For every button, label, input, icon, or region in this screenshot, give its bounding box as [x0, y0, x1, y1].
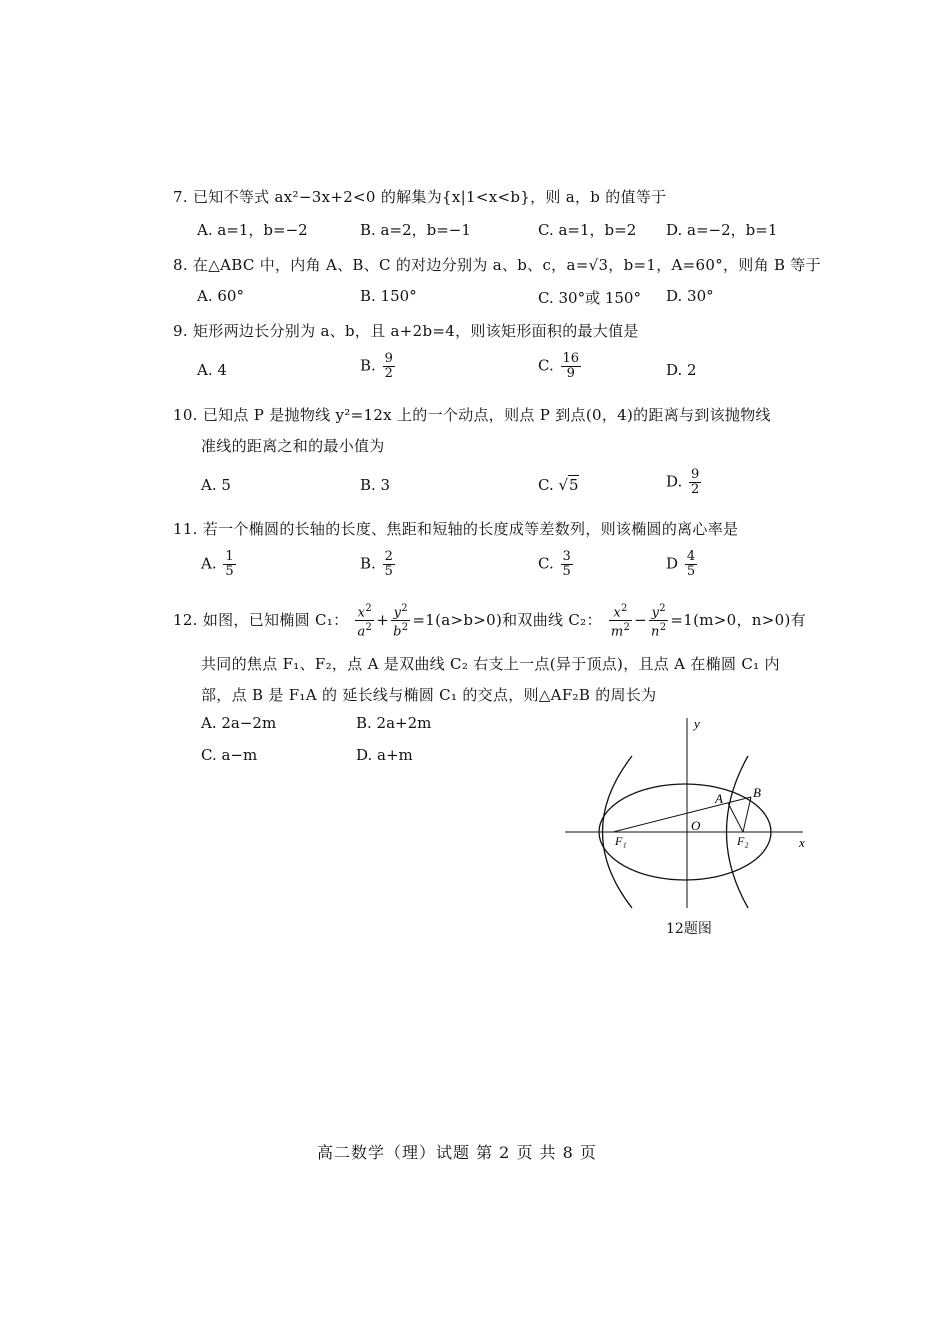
q12-option-b: B. 2a+2m [356, 714, 432, 732]
point-b-label: B [753, 785, 761, 800]
q11-option-b [360, 550, 397, 579]
q8-option-c: C. 30°或 150° [538, 289, 641, 307]
question-7: 7. 已知不等式 ax²−3x+2<0 的解集为{x|1<x<b}，则 a，b 的值等于 [173, 188, 667, 206]
q11-option-b-fraction: $\frac{2}{5}$ [384, 549, 393, 579]
q10-option-d [666, 468, 703, 497]
hyperbola-x-term: $\frac{x^2}{m^2}$ [610, 603, 631, 640]
q11-option-d-label: D [666, 554, 679, 573]
q9-option-d: D. 2 [666, 361, 697, 379]
question-8: 8. 在△ABC 中，内角 A、B、C 的对边分别为 a、b、c，a=√3，b=1，A=60°，则角 B 等于 [173, 256, 821, 274]
q7-option-b: B. a=2，b=−1 [360, 221, 471, 239]
q7-option-c: C. a=1，b=2 [538, 221, 637, 239]
ellipse-x-term: $\frac{x^2}{a^2}$ [357, 603, 373, 640]
x-axis-label: x [799, 835, 805, 850]
q11-option-c-label: C. [538, 554, 554, 573]
q12-line1-part1: 12. 如图，已知椭圆 C₁： [173, 610, 349, 629]
q12-figure [555, 712, 825, 912]
question-10-line1: 10. 已知点 P 是抛物线 y²=12x 上的一个动点，则点 P 到点(0，4)的距离与到该抛物线 [173, 406, 771, 424]
ellipse-y-term: $\frac{y^2}{b^2}$ [393, 603, 409, 640]
q8-option-a: A. 60° [197, 287, 244, 305]
line-a-f2 [728, 803, 743, 832]
q10-option-d-fraction: $\frac{9}{2}$ [691, 467, 700, 497]
q10-option-c: C. √5 [538, 476, 579, 494]
line-f1-b [613, 797, 751, 832]
q12-option-a: A. 2a−2m [201, 714, 277, 732]
q9-option-b [360, 352, 397, 381]
q12-option-d: D. a+m [356, 746, 413, 764]
question-10-line2: 准线的距离之和的最小值为 [201, 437, 385, 455]
q7-option-a: A. a=1，b=−2 [197, 221, 308, 239]
f1-label: F₁ [615, 834, 627, 848]
q9-option-b-fraction: $\frac{9}{2}$ [384, 351, 393, 381]
q10-option-d-label: D. [666, 472, 683, 491]
q12-option-c: C. a−m [201, 746, 258, 764]
y-axis-label: y [694, 716, 700, 731]
q9-option-a: A. 4 [197, 361, 227, 379]
q10-option-c-label: C. [538, 476, 554, 494]
figure-caption: 12题图 [666, 921, 712, 937]
q9-option-c [538, 352, 583, 381]
line-b-f2 [743, 797, 751, 832]
q8-option-b: B. 150° [360, 287, 417, 305]
q12-line1-part3: =1(m>0，n>0)有 [670, 610, 806, 629]
q11-option-a-fraction: $\frac{1}{5}$ [225, 549, 234, 579]
q10-option-c-radicand: 5 [569, 476, 579, 494]
origin-label: O [691, 818, 701, 833]
q10-option-a: A. 5 [201, 476, 231, 494]
q12-line1-part2: =1(a>b>0)和双曲线 C₂： [412, 610, 602, 629]
q11-option-d-fraction: $\frac{4}{5}$ [686, 549, 696, 579]
q11-option-c-fraction: $\frac{3}{5}$ [562, 549, 571, 579]
question-12-line3: 部，点 B 是 F₁A 的 延长线与椭圆 C₁ 的交点，则△AF₂B 的周长为 [201, 686, 657, 704]
question-11: 11. 若一个椭圆的长轴的长度、焦距和短轴的长度成等差数列，则该椭圆的离心率是 [173, 520, 739, 538]
q9-option-c-fraction: $\frac{16}{9}$ [562, 351, 580, 381]
q11-option-d [666, 550, 699, 579]
q10-option-b: B. 3 [360, 476, 391, 494]
q9-option-c-label: C. [538, 356, 554, 375]
q7-option-d: D. a=−2，b=1 [666, 221, 778, 239]
point-a-label: A [715, 791, 723, 806]
f2-label: F₂ [737, 834, 749, 848]
question-9: 9. 矩形两边长分别为 a、b，且 a+2b=4，则该矩形面积的最大值是 [173, 322, 639, 340]
q11-option-b-label: B. [360, 554, 376, 573]
q9-option-b-label: B. [360, 356, 376, 375]
page-footer: 高二数学（理）试题 第 2 页 共 8 页 [317, 1143, 597, 1162]
q11-option-a [201, 550, 238, 579]
question-12-line2: 共同的焦点 F₁、F₂，点 A 是双曲线 C₂ 右支上一点(异于顶点)，且点 A 在椭圆 C₁ 内 [201, 655, 780, 673]
q11-option-c [538, 550, 575, 579]
hyperbola-y-term: $\frac{y^2}{n^2}$ [651, 603, 667, 640]
question-12-line1: 12. 如图，已知椭圆 C₁： $\frac{x^2}{a^2}$ + $\frac{y^2}{b^2}$ =1(a>b>0)和双曲线 C₂： $\frac{x^2}{m^2}$ − $\frac{y^2}{n^2}$ =1(m>0，n>0)有 [173, 603, 806, 640]
q8-option-d: D. 30° [666, 287, 714, 305]
q11-option-a-label: A. [201, 554, 217, 573]
